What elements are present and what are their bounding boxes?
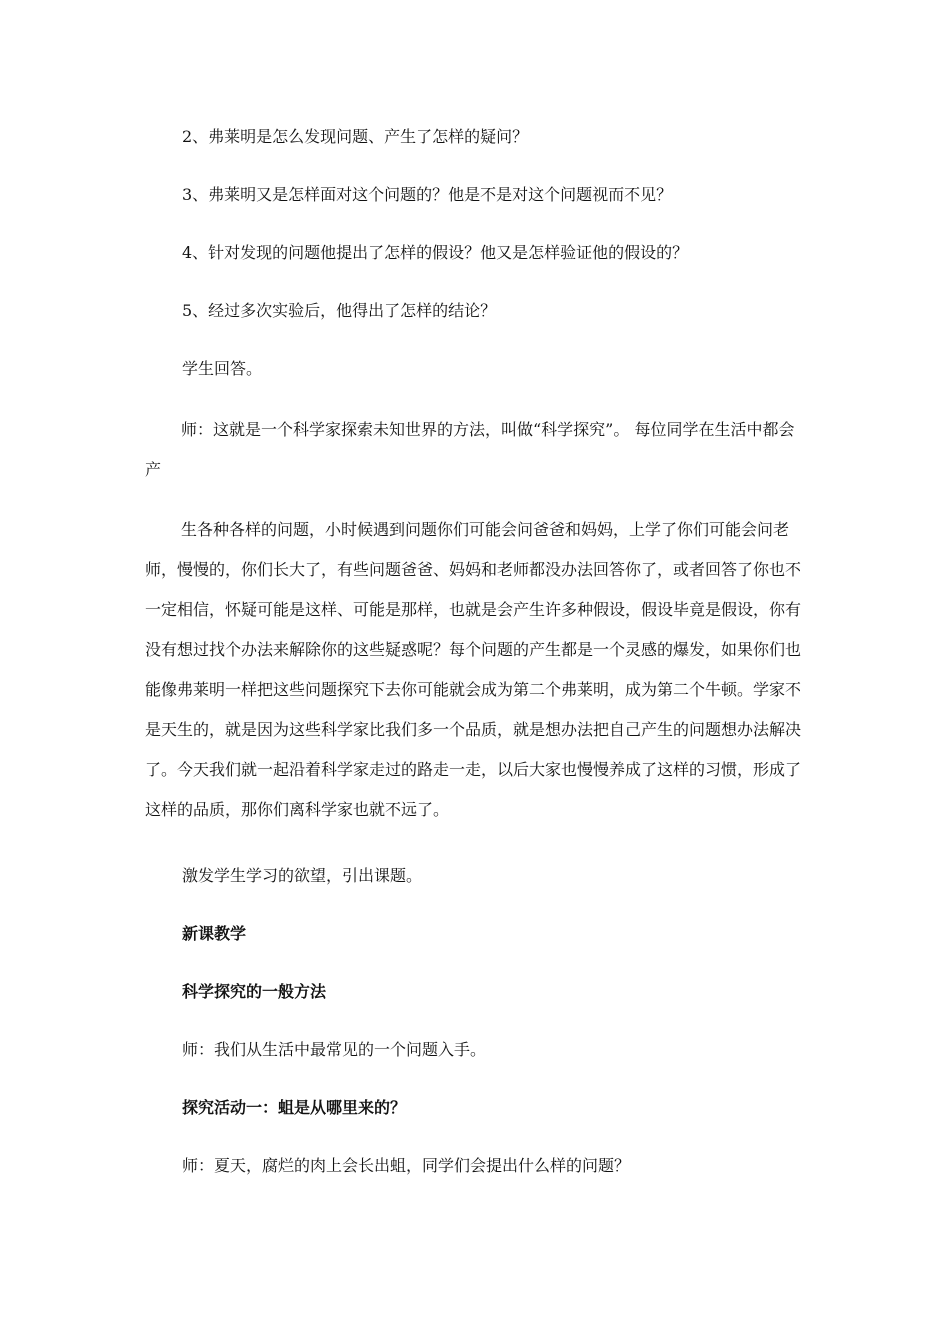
teacher-intro-paragraph: 师：这就是一个科学家探索未知世界的方法，叫做“科学探究”。 每位同学在生活中都会产	[145, 420, 795, 479]
long-explanation-paragraph: 生各种各样的问题，小时候遇到问题你们可能会问爸爸和妈妈，上学了你们可能会问老师，慢慢的，你们长大了，有些问题爸爸、妈妈和老师都没办法回答你了，或者回答了你也不一定相信，怀疑可能是这样、可能是那样，也就是会产生许多种假设，假设毕竟是假设，你有没有想过找个办法来解除你的这些疑惑呢？每个问题的产生都是一个灵感的爆发，如果你们也能像弗莱明一样把这些问题探究下去你可能就会成为第二个弗莱明，成为第二个牛顿。学家不是天生的，就是因为这些科学家比我们多一个品质，就是想办法把自己产生的问题想办法解决了。今天我们就一起沿着科学家走过的路走一走，以后大家也慢慢养成了这样的习惯，形成了这样的品质，那你们离科学家也就不远了。	[145, 520, 802, 819]
question-4: 4、针对发现的问题他提出了怎样的假设？他又是怎样验证他的假设的？	[182, 243, 689, 262]
question-5: 5、经过多次实验后，他得出了怎样的结论？	[182, 301, 497, 320]
student-answer: 学生回答。	[182, 359, 263, 378]
teacher-question-text: 师：夏天，腐烂的肉上会长出蛆，同学们会提出什么样的问题？	[182, 1156, 631, 1175]
heading-activity-one: 探究活动一：蛆是从哪里来的？	[182, 1098, 407, 1117]
heading-method: 科学探究的一般方法	[182, 982, 327, 1001]
question-3: 3、弗莱明又是怎样面对这个问题的？他是不是对这个问题视而不见？	[182, 185, 673, 204]
motivation-text: 激发学生学习的欲望，引出课题。	[182, 866, 423, 885]
heading-new-lesson: 新课教学	[182, 924, 247, 943]
question-2: 2、弗莱明是怎么发现问题、产生了怎样的疑问？	[182, 127, 529, 146]
teacher-start-text: 师：我们从生活中最常见的一个问题入手。	[182, 1040, 487, 1059]
